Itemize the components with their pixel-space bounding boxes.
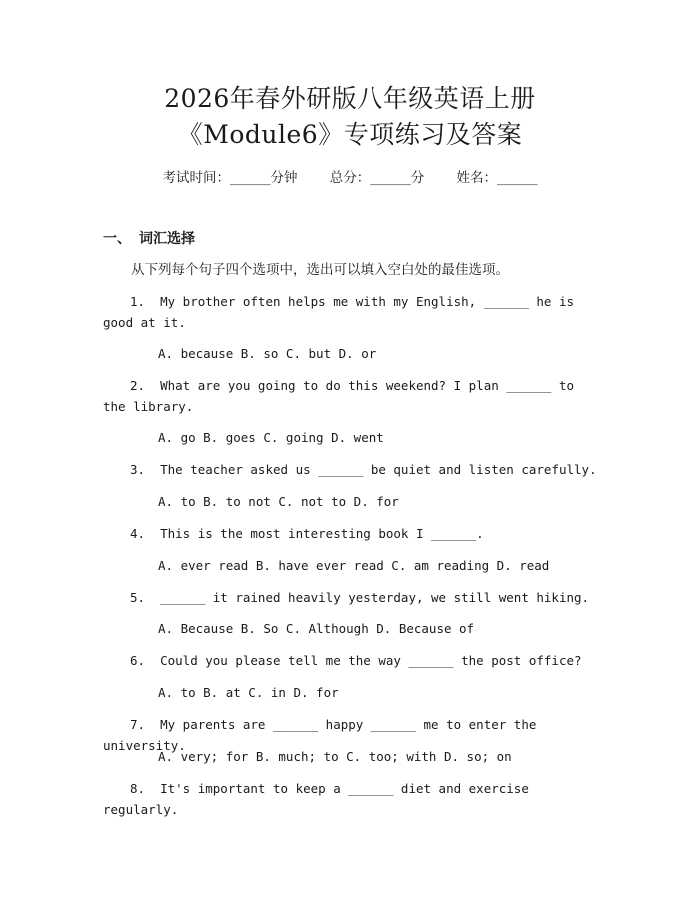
question-text: 7. My parents are ______ happy ______ me to enter the university.	[103, 717, 544, 753]
question-text: 5. ______ it rained heavily yesterday, we still went hiking.	[130, 590, 590, 605]
question-options: A. go B. goes C. going D. went	[158, 430, 384, 445]
section-number: 一、	[103, 231, 131, 247]
exam-score-field: 总分：______分	[329, 170, 425, 186]
section-instruction: 从下列每个句子四个选项中，选出可以填入空白处的最佳选项。	[131, 262, 509, 278]
question-text: 6. Could you please tell me the way ______ the post office?	[130, 653, 582, 668]
question-options: A. Because B. So C. Although D. Because of	[158, 621, 475, 636]
exam-time-field: 考试时间：______分钟	[162, 170, 298, 186]
question-options: A. ever read B. have ever read C. am reading D. read	[158, 558, 550, 573]
question-text: 8. It's important to keep a ______ diet and exercise regularly.	[103, 781, 537, 817]
question-options: A. to B. at C. in D. for	[158, 685, 339, 700]
document-title-line2: 《Module6》专项练习及答案	[177, 120, 523, 149]
document-title-line1: 2026年春外研版八年级英语上册	[164, 84, 536, 113]
question-options: A. to B. to not C. not to D. for	[158, 494, 399, 509]
exam-info-line	[0, 168, 700, 188]
question-text: 2. What are you going to do this weekend? I plan ______ to the library.	[103, 378, 582, 414]
section-title: 词汇选择	[139, 231, 195, 247]
question-text: 4. This is the most interesting book I ______.	[130, 526, 484, 541]
question-options: A. because B. so C. but D. or	[158, 346, 377, 361]
question-text: 1. My brother often helps me with my English, ______ he is good at it.	[103, 294, 582, 330]
question-text: 3. The teacher asked us ______ be quiet and listen carefully.	[130, 462, 597, 477]
section-heading	[103, 229, 195, 249]
exam-name-field: 姓名：______	[456, 170, 538, 186]
question-options: A. very; for B. much; to C. too; with D. so; on	[158, 749, 512, 764]
